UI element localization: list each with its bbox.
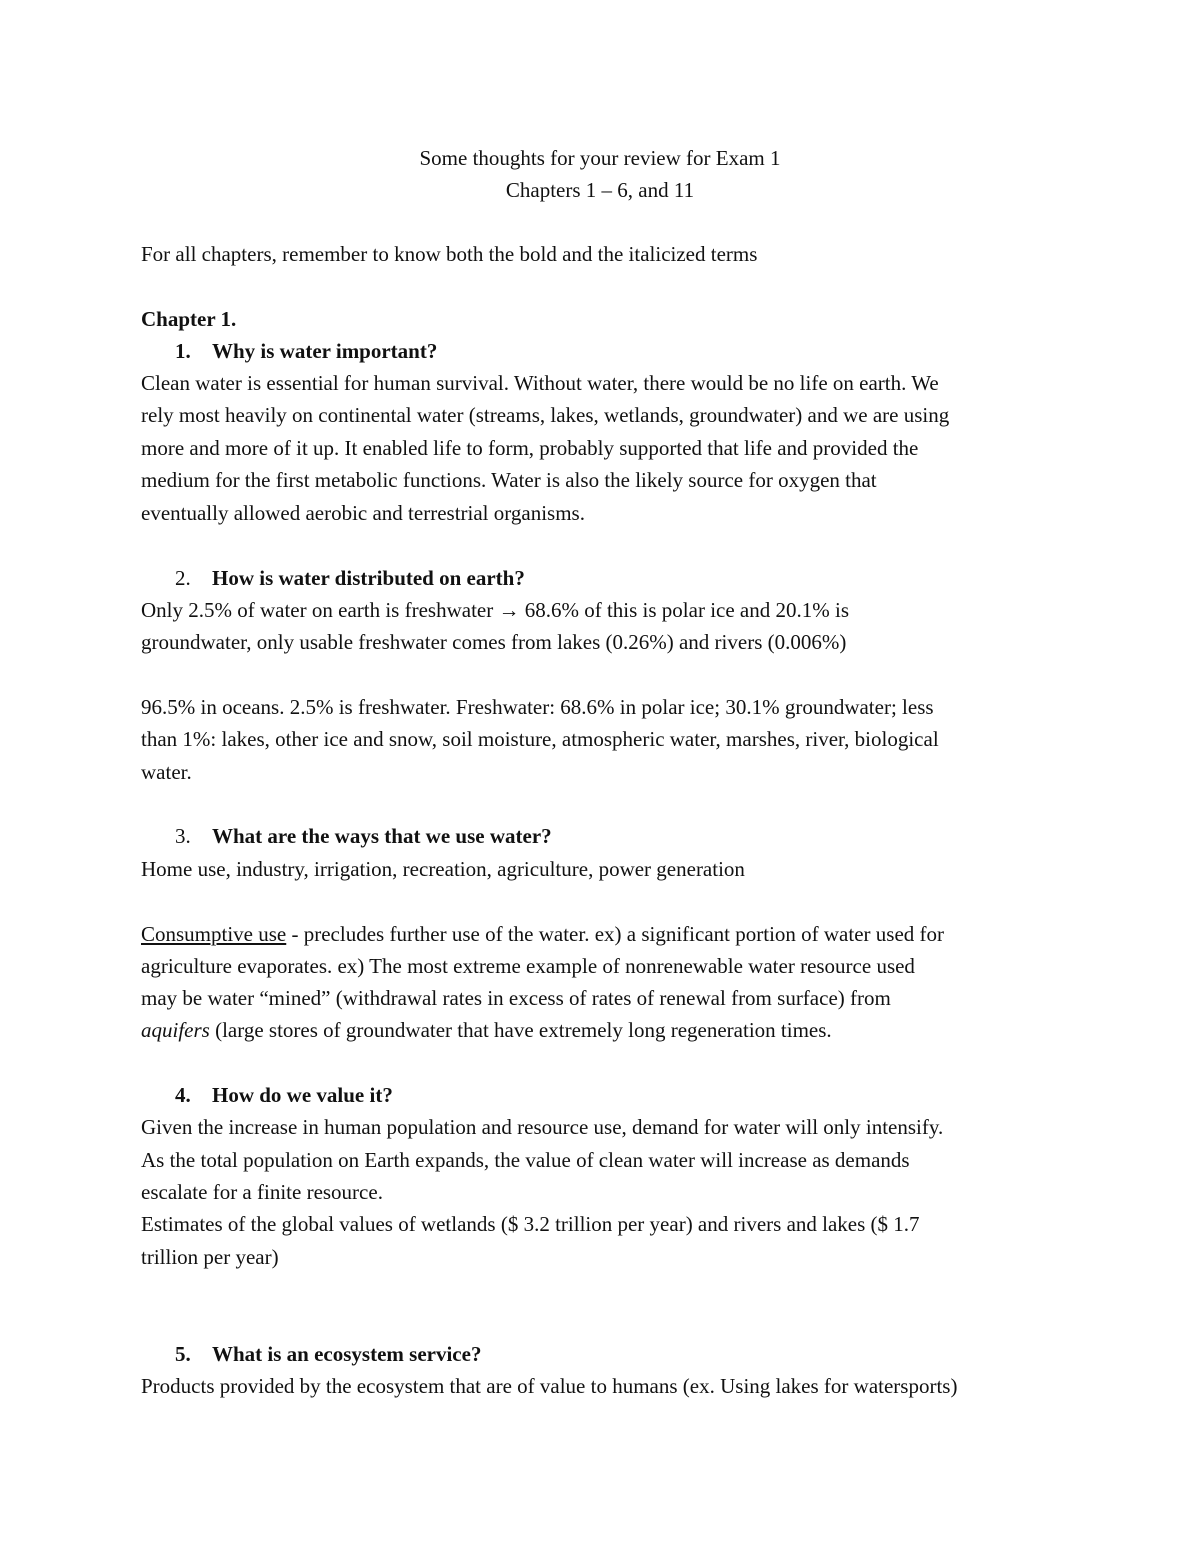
section-number: 1. bbox=[175, 339, 191, 363]
paragraph-line: As the total population on Earth expands, the value of clean water will increase as demands bbox=[141, 1148, 910, 1172]
definition-text: (large stores of groundwater that have extremely long regeneration times. bbox=[209, 1018, 832, 1042]
italic-term: aquifers bbox=[141, 1018, 210, 1042]
document-subtitle: Chapters 1 – 6, and 11 bbox=[505, 178, 695, 202]
definition-line bbox=[141, 918, 944, 950]
paragraph-line: trillion per year) bbox=[141, 1245, 279, 1269]
paragraph-line: agriculture evaporates. ex) The most extreme example of nonrenewable water resource used bbox=[141, 954, 915, 978]
section-number: 4. bbox=[175, 1083, 191, 1107]
section-question: What are the ways that we use water? bbox=[212, 824, 552, 848]
document-title: Some thoughts for your review for Exam 1 bbox=[419, 146, 781, 170]
paragraph-line: Clean water is essential for human survival. Without water, there would be no life on earth. We bbox=[141, 371, 939, 395]
section-question: How is water distributed on earth? bbox=[212, 566, 525, 590]
intro-text: For all chapters, remember to know both the bold and the italicized terms bbox=[141, 242, 758, 266]
paragraph-line: escalate for a finite resource. bbox=[141, 1180, 383, 1204]
paragraph-line: Only 2.5% of water on earth is freshwater → 68.6% of this is polar ice and 20.1% is bbox=[141, 598, 849, 622]
section-number: 2. bbox=[175, 566, 191, 590]
paragraph-line: Home use, industry, irrigation, recreation, agriculture, power generation bbox=[141, 857, 745, 881]
section-number: 3. bbox=[175, 824, 191, 848]
definition-line bbox=[141, 1014, 832, 1046]
section-question: Why is water important? bbox=[212, 339, 438, 363]
paragraph-line: rely most heavily on continental water (streams, lakes, wetlands, groundwater) and we are using bbox=[141, 403, 950, 427]
paragraph-line: Estimates of the global values of wetlands ($ 3.2 trillion per year) and rivers and lakes ($ 1.7 bbox=[141, 1212, 920, 1236]
paragraph-line: Given the increase in human population and resource use, demand for water will only intensify. bbox=[141, 1115, 944, 1139]
section-question: How do we value it? bbox=[212, 1083, 393, 1107]
underlined-term: Consumptive use bbox=[141, 922, 287, 946]
paragraph-line: eventually allowed aerobic and terrestrial organisms. bbox=[141, 501, 585, 525]
paragraph-line: medium for the first metabolic functions. Water is also the likely source for oxygen that bbox=[141, 468, 877, 492]
paragraph-line: Products provided by the ecosystem that are of value to humans (ex. Using lakes for watersports) bbox=[141, 1374, 958, 1398]
paragraph-line: 96.5% in oceans. 2.5% is freshwater. Freshwater: 68.6% in polar ice; 30.1% groundwater; less bbox=[141, 695, 934, 719]
paragraph-line: may be water “mined” (withdrawal rates in excess of rates of renewal from surface) from bbox=[141, 986, 891, 1010]
section-question: What is an ecosystem service? bbox=[212, 1342, 482, 1366]
definition-text: - precludes further use of the water. ex) a significant portion of water used for bbox=[286, 922, 945, 946]
paragraph-line: groundwater, only usable freshwater comes from lakes (0.26%) and rivers (0.006%) bbox=[141, 630, 847, 654]
chapter-heading: Chapter 1. bbox=[141, 307, 237, 331]
paragraph-line: water. bbox=[141, 760, 192, 784]
section-number: 5. bbox=[175, 1342, 191, 1366]
paragraph-line: than 1%: lakes, other ice and snow, soil moisture, atmospheric water, marshes, river, biological bbox=[141, 727, 939, 751]
paragraph-line: more and more of it up. It enabled life to form, probably supported that life and provided the bbox=[141, 436, 919, 460]
